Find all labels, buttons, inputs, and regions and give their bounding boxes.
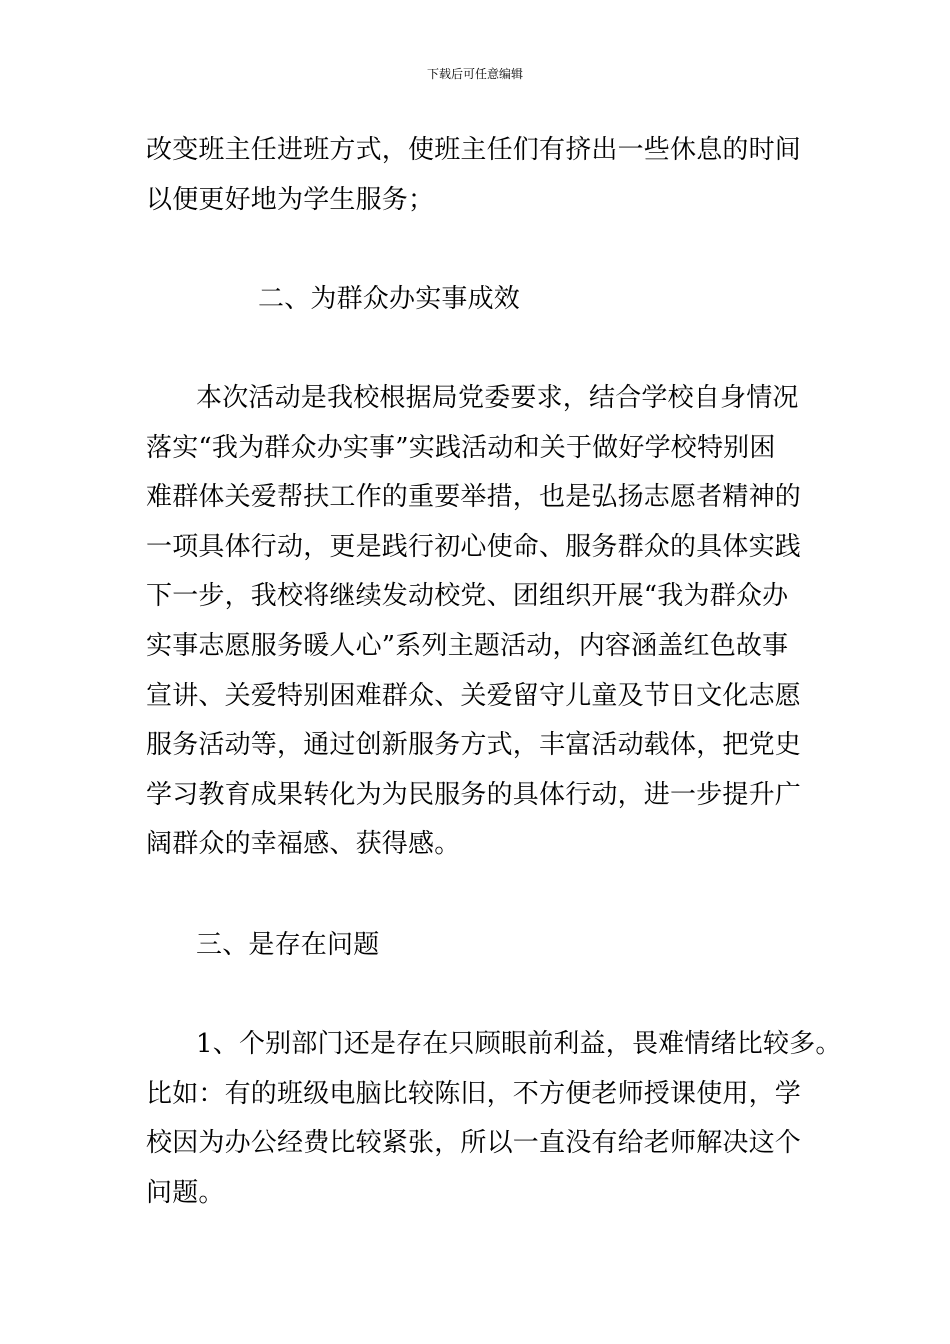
paragraph-line: 学习教育成果转化为为民服务的具体行动，进一步提升广 xyxy=(146,780,802,810)
paragraph-line: 改变班主任进班方式，使班主任们有挤出一些休息的时间 xyxy=(146,135,802,165)
paragraph-line: 实事志愿服务暖人心”系列主题活动，内容涵盖红色故事 xyxy=(146,631,789,661)
paragraph-line: 下一步，我校将继续发动校党、团组织开展“我为群众办 xyxy=(146,581,789,611)
paragraph-line: 校因为办公经费比较紧张，所以一直没有给老师解决这个 xyxy=(146,1128,802,1158)
section-heading-results: 二、为群众办实事成效 xyxy=(258,284,521,314)
paragraph-line: 阔群众的幸福感、获得感。 xyxy=(146,829,461,859)
paragraph-line: 问题。 xyxy=(146,1178,225,1208)
paragraph-line: 服务活动等，通过创新服务方式，丰富活动载体，把党史 xyxy=(146,730,802,760)
paragraph-line: 落实“我为群众办实事”实践活动和关于做好学校特别困 xyxy=(146,433,776,463)
paragraph-line: 1、个别部门还是存在只顾眼前利益，畏难情绪比较多。 xyxy=(196,1029,842,1059)
paragraph-line: 宣讲、关爱特别困难群众、关爱留守儿童及节日文化志愿 xyxy=(146,681,802,711)
page-header-note: 下载后可任意编辑 xyxy=(426,67,523,81)
paragraph-line: 比如：有的班级电脑比较陈旧，不方便老师授课使用，学 xyxy=(146,1079,802,1109)
paragraph-line: 一项具体行动，更是践行初心使命、服务群众的具体实践 xyxy=(146,532,802,562)
paragraph-line: 以便更好地为学生服务； xyxy=(146,185,435,215)
section-heading-problems: 三、是存在问题 xyxy=(196,930,380,960)
paragraph-line: 本次活动是我校根据局党委要求，结合学校自身情况 xyxy=(196,383,799,413)
paragraph-line: 难群体关爱帮扶工作的重要举措，也是弘扬志愿者精神的 xyxy=(146,482,802,512)
